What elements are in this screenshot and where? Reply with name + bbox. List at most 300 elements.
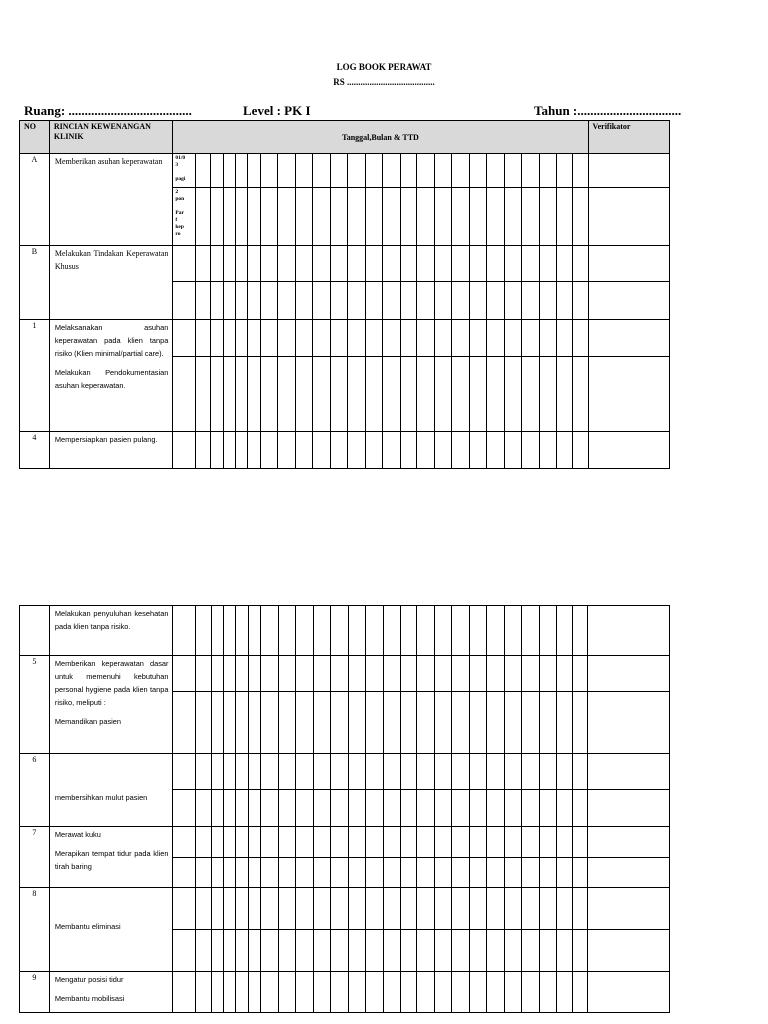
signature-cell[interactable] [236, 972, 248, 1013]
signature-cell[interactable] [236, 188, 248, 246]
signature-cell[interactable] [236, 320, 248, 357]
signature-cell[interactable] [572, 320, 588, 357]
signature-cell[interactable] [223, 858, 235, 888]
signature-cell[interactable] [401, 858, 417, 888]
signature-cell[interactable] [211, 357, 223, 432]
signature-cell[interactable] [401, 790, 417, 827]
signature-cell[interactable] [211, 888, 223, 930]
signature-cell[interactable] [211, 606, 223, 656]
signature-cell[interactable] [557, 656, 572, 692]
signature-cell[interactable] [173, 930, 196, 972]
signature-cell[interactable] [365, 282, 383, 320]
signature-cell[interactable] [469, 930, 487, 972]
signature-cell[interactable] [313, 972, 331, 1013]
signature-cell[interactable] [383, 790, 401, 827]
signature-cell[interactable] [557, 320, 572, 357]
signature-cell[interactable] [295, 357, 313, 432]
signature-cell[interactable] [469, 357, 487, 432]
signature-cell[interactable] [196, 888, 211, 930]
signature-cell[interactable] [248, 692, 260, 754]
signature-cell[interactable] [196, 188, 211, 246]
signature-cell[interactable] [469, 972, 487, 1013]
signature-cell[interactable] [434, 357, 452, 432]
signature-cell[interactable] [261, 888, 279, 930]
signature-cell[interactable] [539, 432, 557, 469]
verifikator-cell[interactable] [588, 246, 669, 282]
signature-cell[interactable] [487, 320, 505, 357]
signature-cell[interactable] [469, 320, 487, 357]
verifikator-cell[interactable] [588, 432, 669, 469]
signature-cell[interactable] [401, 656, 417, 692]
signature-cell[interactable] [539, 790, 557, 827]
signature-cell[interactable] [173, 154, 196, 188]
signature-cell[interactable] [383, 827, 401, 858]
signature-cell[interactable] [211, 246, 223, 282]
signature-cell[interactable] [236, 246, 248, 282]
signature-cell[interactable] [557, 432, 572, 469]
signature-cell[interactable] [278, 282, 296, 320]
signature-cell[interactable] [539, 282, 557, 320]
signature-cell[interactable] [196, 930, 211, 972]
signature-cell[interactable] [452, 972, 470, 1013]
signature-cell[interactable] [504, 188, 522, 246]
signature-cell[interactable] [383, 320, 401, 357]
signature-cell[interactable] [557, 282, 572, 320]
signature-cell[interactable] [434, 188, 452, 246]
signature-cell[interactable] [248, 656, 260, 692]
signature-cell[interactable] [365, 320, 383, 357]
signature-cell[interactable] [330, 432, 348, 469]
signature-cell[interactable] [196, 246, 211, 282]
signature-cell[interactable] [196, 432, 211, 469]
verifikator-cell[interactable] [588, 154, 669, 188]
signature-cell[interactable] [331, 858, 349, 888]
signature-cell[interactable] [401, 754, 417, 790]
signature-cell[interactable] [383, 692, 401, 754]
signature-cell[interactable] [211, 972, 223, 1013]
signature-cell[interactable] [223, 246, 235, 282]
signature-cell[interactable] [313, 282, 331, 320]
signature-cell[interactable] [539, 972, 557, 1013]
signature-cell[interactable] [504, 656, 522, 692]
signature-cell[interactable] [211, 930, 223, 972]
signature-cell[interactable] [366, 606, 384, 656]
signature-cell[interactable] [196, 754, 211, 790]
signature-cell[interactable] [236, 754, 248, 790]
signature-cell[interactable] [261, 606, 279, 656]
signature-cell[interactable] [504, 827, 522, 858]
signature-cell[interactable] [348, 754, 366, 790]
signature-cell[interactable] [278, 357, 296, 432]
signature-cell[interactable] [452, 888, 470, 930]
signature-cell[interactable] [331, 754, 349, 790]
signature-cell[interactable] [295, 432, 313, 469]
signature-cell[interactable] [539, 154, 557, 188]
signature-cell[interactable] [417, 188, 435, 246]
signature-cell[interactable] [434, 246, 452, 282]
signature-cell[interactable] [173, 692, 196, 754]
signature-cell[interactable] [504, 930, 522, 972]
signature-cell[interactable] [261, 692, 279, 754]
signature-cell[interactable] [452, 432, 470, 469]
signature-cell[interactable] [278, 790, 296, 827]
signature-cell[interactable] [434, 282, 452, 320]
signature-cell[interactable] [504, 972, 522, 1013]
signature-cell[interactable] [417, 656, 435, 692]
signature-cell[interactable] [296, 858, 314, 888]
signature-cell[interactable] [295, 282, 313, 320]
signature-cell[interactable] [173, 888, 196, 930]
signature-cell[interactable] [223, 188, 235, 246]
signature-cell[interactable] [331, 656, 349, 692]
signature-cell[interactable] [452, 282, 470, 320]
signature-cell[interactable] [365, 432, 383, 469]
signature-cell[interactable] [522, 754, 540, 790]
signature-cell[interactable] [223, 282, 235, 320]
signature-cell[interactable] [469, 246, 487, 282]
signature-cell[interactable] [452, 320, 470, 357]
signature-cell[interactable] [522, 154, 540, 188]
signature-cell[interactable] [196, 320, 211, 357]
signature-cell[interactable] [196, 692, 211, 754]
signature-cell[interactable] [348, 606, 366, 656]
signature-cell[interactable] [261, 858, 279, 888]
signature-cell[interactable] [487, 246, 505, 282]
signature-cell[interactable] [196, 606, 211, 656]
signature-cell[interactable] [522, 656, 540, 692]
signature-cell[interactable] [487, 357, 505, 432]
signature-cell[interactable] [504, 754, 522, 790]
signature-cell[interactable] [348, 320, 366, 357]
signature-cell[interactable] [248, 930, 260, 972]
signature-cell[interactable] [417, 930, 435, 972]
signature-cell[interactable] [504, 858, 522, 888]
signature-cell[interactable] [401, 606, 417, 656]
signature-cell[interactable] [248, 357, 260, 432]
signature-cell[interactable] [330, 188, 348, 246]
signature-cell[interactable] [278, 827, 296, 858]
signature-cell[interactable] [260, 188, 278, 246]
signature-cell[interactable] [572, 246, 588, 282]
signature-cell[interactable] [330, 282, 348, 320]
signature-cell[interactable] [572, 858, 587, 888]
signature-cell[interactable] [348, 827, 366, 858]
signature-cell[interactable] [278, 154, 296, 188]
signature-cell[interactable] [196, 154, 211, 188]
signature-cell[interactable] [261, 972, 279, 1013]
signature-cell[interactable] [348, 930, 366, 972]
verifikator-cell[interactable] [588, 858, 670, 888]
signature-cell[interactable] [348, 972, 366, 1013]
signature-cell[interactable] [434, 888, 452, 930]
signature-cell[interactable] [469, 656, 487, 692]
signature-cell[interactable] [211, 188, 223, 246]
signature-cell[interactable] [572, 972, 587, 1013]
signature-cell[interactable] [539, 827, 557, 858]
signature-cell[interactable] [434, 858, 452, 888]
signature-cell[interactable] [469, 827, 487, 858]
signature-cell[interactable] [261, 656, 279, 692]
signature-cell[interactable] [313, 790, 331, 827]
signature-cell[interactable] [211, 790, 223, 827]
signature-cell[interactable] [295, 320, 313, 357]
signature-cell[interactable] [211, 154, 223, 188]
signature-cell[interactable] [417, 357, 435, 432]
signature-cell[interactable] [487, 692, 505, 754]
signature-cell[interactable] [223, 656, 235, 692]
signature-cell[interactable] [313, 754, 331, 790]
signature-cell[interactable] [173, 357, 196, 432]
signature-cell[interactable] [400, 154, 416, 188]
signature-cell[interactable] [452, 188, 470, 246]
signature-cell[interactable] [434, 154, 452, 188]
signature-cell[interactable] [557, 246, 572, 282]
signature-cell[interactable] [487, 972, 505, 1013]
signature-cell[interactable] [296, 972, 314, 1013]
signature-cell[interactable] [522, 320, 540, 357]
signature-cell[interactable] [173, 972, 196, 1013]
signature-cell[interactable] [417, 606, 435, 656]
signature-cell[interactable] [383, 888, 401, 930]
signature-cell[interactable] [211, 754, 223, 790]
signature-cell[interactable] [572, 930, 587, 972]
signature-cell[interactable] [313, 188, 331, 246]
signature-cell[interactable] [452, 154, 470, 188]
signature-cell[interactable] [196, 656, 211, 692]
signature-cell[interactable] [504, 320, 522, 357]
signature-cell[interactable] [330, 357, 348, 432]
signature-cell[interactable] [539, 188, 557, 246]
signature-cell[interactable] [557, 357, 572, 432]
signature-cell[interactable] [383, 606, 401, 656]
signature-cell[interactable] [487, 188, 505, 246]
signature-cell[interactable] [313, 357, 331, 432]
signature-cell[interactable] [572, 154, 588, 188]
signature-cell[interactable] [211, 692, 223, 754]
signature-cell[interactable] [469, 188, 487, 246]
signature-cell[interactable] [296, 692, 314, 754]
signature-cell[interactable] [383, 357, 401, 432]
signature-cell[interactable] [348, 888, 366, 930]
signature-cell[interactable] [223, 357, 235, 432]
signature-cell[interactable] [539, 357, 557, 432]
signature-cell[interactable] [331, 692, 349, 754]
signature-cell[interactable] [417, 827, 435, 858]
signature-cell[interactable] [522, 357, 540, 432]
signature-cell[interactable] [572, 188, 588, 246]
signature-cell[interactable] [211, 320, 223, 357]
signature-cell[interactable] [487, 432, 505, 469]
signature-cell[interactable] [539, 320, 557, 357]
signature-cell[interactable] [504, 692, 522, 754]
signature-cell[interactable] [417, 246, 435, 282]
signature-cell[interactable] [313, 246, 331, 282]
signature-cell[interactable] [452, 790, 470, 827]
verifikator-cell[interactable] [588, 692, 670, 754]
signature-cell[interactable] [313, 656, 331, 692]
signature-cell[interactable] [313, 606, 331, 656]
signature-cell[interactable] [313, 930, 331, 972]
signature-cell[interactable] [278, 888, 296, 930]
signature-cell[interactable] [260, 432, 278, 469]
signature-cell[interactable] [223, 606, 235, 656]
signature-cell[interactable] [348, 692, 366, 754]
signature-cell[interactable] [522, 692, 540, 754]
signature-cell[interactable] [330, 320, 348, 357]
signature-cell[interactable] [236, 154, 248, 188]
signature-cell[interactable] [331, 606, 349, 656]
signature-cell[interactable] [522, 930, 540, 972]
signature-cell[interactable] [522, 432, 540, 469]
signature-cell[interactable] [487, 790, 505, 827]
signature-cell[interactable] [313, 888, 331, 930]
signature-cell[interactable] [452, 827, 470, 858]
signature-cell[interactable] [522, 246, 540, 282]
signature-cell[interactable] [452, 606, 470, 656]
signature-cell[interactable] [278, 930, 296, 972]
signature-cell[interactable] [469, 888, 487, 930]
signature-cell[interactable] [487, 282, 505, 320]
signature-cell[interactable] [557, 606, 572, 656]
signature-cell[interactable] [434, 972, 452, 1013]
signature-cell[interactable] [504, 154, 522, 188]
signature-cell[interactable] [417, 790, 435, 827]
signature-cell[interactable] [417, 754, 435, 790]
signature-cell[interactable] [383, 930, 401, 972]
signature-cell[interactable] [487, 154, 505, 188]
signature-cell[interactable] [313, 320, 331, 357]
signature-cell[interactable] [434, 320, 452, 357]
signature-cell[interactable] [366, 790, 384, 827]
signature-cell[interactable] [417, 320, 435, 357]
signature-cell[interactable] [173, 282, 196, 320]
signature-cell[interactable] [417, 154, 435, 188]
signature-cell[interactable] [248, 827, 260, 858]
signature-cell[interactable] [365, 246, 383, 282]
signature-cell[interactable] [434, 790, 452, 827]
signature-cell[interactable] [366, 827, 384, 858]
signature-cell[interactable] [417, 282, 435, 320]
signature-cell[interactable] [223, 320, 235, 357]
signature-cell[interactable] [173, 790, 196, 827]
signature-cell[interactable] [331, 930, 349, 972]
signature-cell[interactable] [434, 754, 452, 790]
signature-cell[interactable] [557, 888, 572, 930]
signature-cell[interactable] [278, 606, 296, 656]
signature-cell[interactable] [313, 692, 331, 754]
signature-cell[interactable] [400, 357, 416, 432]
signature-cell[interactable] [295, 246, 313, 282]
signature-cell[interactable] [434, 930, 452, 972]
signature-cell[interactable] [236, 606, 248, 656]
signature-cell[interactable] [383, 246, 401, 282]
signature-cell[interactable] [223, 790, 235, 827]
signature-cell[interactable] [278, 972, 296, 1013]
signature-cell[interactable] [522, 827, 540, 858]
signature-cell[interactable] [366, 692, 384, 754]
signature-cell[interactable] [236, 888, 248, 930]
signature-cell[interactable] [572, 754, 587, 790]
signature-cell[interactable] [223, 827, 235, 858]
signature-cell[interactable] [557, 692, 572, 754]
signature-cell[interactable] [469, 606, 487, 656]
signature-cell[interactable] [504, 606, 522, 656]
signature-cell[interactable] [434, 827, 452, 858]
signature-cell[interactable] [469, 754, 487, 790]
signature-cell[interactable] [452, 357, 470, 432]
signature-cell[interactable] [400, 246, 416, 282]
signature-cell[interactable] [348, 282, 366, 320]
signature-cell[interactable] [313, 827, 331, 858]
signature-cell[interactable] [557, 754, 572, 790]
signature-cell[interactable] [223, 930, 235, 972]
signature-cell[interactable] [223, 432, 235, 469]
signature-cell[interactable] [401, 930, 417, 972]
signature-cell[interactable] [572, 827, 587, 858]
signature-cell[interactable] [248, 320, 260, 357]
signature-cell[interactable] [296, 754, 314, 790]
verifikator-cell[interactable] [588, 790, 670, 827]
signature-cell[interactable] [417, 888, 435, 930]
signature-cell[interactable] [236, 827, 248, 858]
signature-cell[interactable] [331, 888, 349, 930]
signature-cell[interactable] [248, 606, 260, 656]
signature-cell[interactable] [383, 154, 401, 188]
signature-cell[interactable] [261, 790, 279, 827]
signature-cell[interactable] [348, 357, 366, 432]
verifikator-cell[interactable] [588, 972, 670, 1013]
signature-cell[interactable] [400, 188, 416, 246]
signature-cell[interactable] [278, 754, 296, 790]
signature-cell[interactable] [261, 827, 279, 858]
signature-cell[interactable] [452, 930, 470, 972]
signature-cell[interactable] [572, 656, 587, 692]
verifikator-cell[interactable] [588, 754, 670, 790]
signature-cell[interactable] [296, 930, 314, 972]
signature-cell[interactable] [487, 754, 505, 790]
signature-cell[interactable] [248, 790, 260, 827]
signature-cell[interactable] [260, 246, 278, 282]
signature-cell[interactable] [173, 827, 196, 858]
signature-cell[interactable] [261, 754, 279, 790]
signature-cell[interactable] [331, 972, 349, 1013]
signature-cell[interactable] [313, 432, 331, 469]
signature-cell[interactable] [211, 282, 223, 320]
signature-cell[interactable] [557, 972, 572, 1013]
signature-cell[interactable] [557, 930, 572, 972]
signature-cell[interactable] [331, 790, 349, 827]
signature-cell[interactable] [539, 858, 557, 888]
signature-cell[interactable] [248, 972, 260, 1013]
signature-cell[interactable] [295, 154, 313, 188]
signature-cell[interactable] [452, 656, 470, 692]
signature-cell[interactable] [348, 154, 366, 188]
signature-cell[interactable] [348, 246, 366, 282]
signature-cell[interactable] [313, 154, 331, 188]
signature-cell[interactable] [296, 656, 314, 692]
signature-cell[interactable] [539, 754, 557, 790]
signature-cell[interactable] [504, 790, 522, 827]
signature-cell[interactable] [383, 188, 401, 246]
signature-cell[interactable] [296, 606, 314, 656]
signature-cell[interactable] [522, 972, 540, 1013]
signature-cell[interactable] [469, 790, 487, 827]
signature-cell[interactable] [469, 432, 487, 469]
verifikator-cell[interactable] [588, 282, 669, 320]
signature-cell[interactable] [348, 188, 366, 246]
signature-cell[interactable] [504, 246, 522, 282]
signature-cell[interactable] [211, 432, 223, 469]
